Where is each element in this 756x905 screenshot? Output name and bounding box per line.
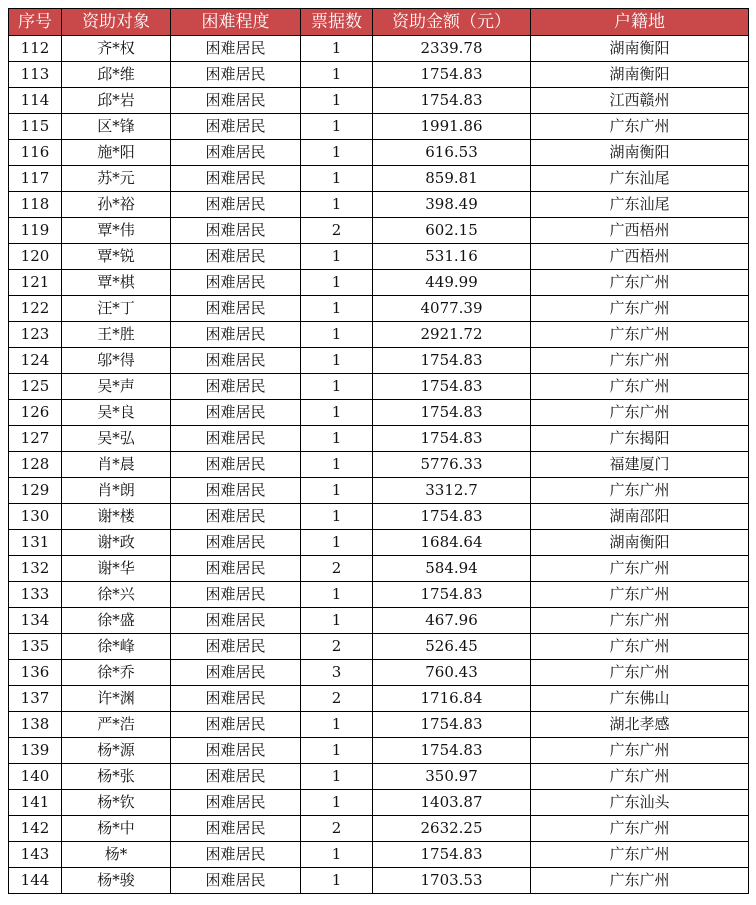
cell-household-registration: 湖南衡阳 bbox=[531, 36, 749, 62]
cell-receipt-count: 1 bbox=[301, 738, 373, 764]
cell-recipient: 肖*朗 bbox=[62, 478, 171, 504]
table-header-row bbox=[9, 9, 749, 36]
cell-receipt-count: 1 bbox=[301, 478, 373, 504]
table-row bbox=[9, 842, 749, 868]
cell-recipient: 徐*峰 bbox=[62, 634, 171, 660]
cell-aid-amount: 449.99 bbox=[373, 270, 531, 296]
cell-receipt-count: 1 bbox=[301, 452, 373, 478]
cell-difficulty-level: 困难居民 bbox=[171, 764, 301, 790]
cell-aid-amount: 1754.83 bbox=[373, 582, 531, 608]
cell-household-registration: 湖南衡阳 bbox=[531, 530, 749, 556]
cell-receipt-count: 1 bbox=[301, 166, 373, 192]
cell-serial-number: 128 bbox=[9, 452, 62, 478]
cell-receipt-count: 1 bbox=[301, 530, 373, 556]
cell-household-registration: 广东广州 bbox=[531, 634, 749, 660]
cell-aid-amount: 602.15 bbox=[373, 218, 531, 244]
cell-serial-number: 137 bbox=[9, 686, 62, 712]
cell-aid-amount: 1754.83 bbox=[373, 374, 531, 400]
cell-difficulty-level: 困难居民 bbox=[171, 244, 301, 270]
cell-receipt-count: 1 bbox=[301, 608, 373, 634]
cell-aid-amount: 1754.83 bbox=[373, 62, 531, 88]
table-row bbox=[9, 712, 749, 738]
table-row bbox=[9, 764, 749, 790]
cell-recipient: 苏*元 bbox=[62, 166, 171, 192]
table-row bbox=[9, 140, 749, 166]
cell-difficulty-level: 困难居民 bbox=[171, 608, 301, 634]
aid-recipients-table bbox=[8, 8, 749, 894]
cell-difficulty-level: 困难居民 bbox=[171, 816, 301, 842]
cell-household-registration: 广东广州 bbox=[531, 400, 749, 426]
cell-difficulty-level: 困难居民 bbox=[171, 140, 301, 166]
cell-receipt-count: 2 bbox=[301, 218, 373, 244]
cell-difficulty-level: 困难居民 bbox=[171, 634, 301, 660]
cell-aid-amount: 859.81 bbox=[373, 166, 531, 192]
cell-recipient: 谢*楼 bbox=[62, 504, 171, 530]
cell-recipient: 孙*裕 bbox=[62, 192, 171, 218]
cell-aid-amount: 350.97 bbox=[373, 764, 531, 790]
cell-difficulty-level: 困难居民 bbox=[171, 374, 301, 400]
table-row bbox=[9, 582, 749, 608]
cell-serial-number: 113 bbox=[9, 62, 62, 88]
cell-recipient: 区*锋 bbox=[62, 114, 171, 140]
cell-aid-amount: 1754.83 bbox=[373, 504, 531, 530]
header-difficulty-level: 困难程度 bbox=[171, 9, 301, 36]
cell-serial-number: 115 bbox=[9, 114, 62, 140]
cell-aid-amount: 1754.83 bbox=[373, 426, 531, 452]
cell-household-registration: 广东广州 bbox=[531, 842, 749, 868]
cell-difficulty-level: 困难居民 bbox=[171, 114, 301, 140]
cell-household-registration: 广东广州 bbox=[531, 764, 749, 790]
cell-recipient: 吴*良 bbox=[62, 400, 171, 426]
cell-aid-amount: 1403.87 bbox=[373, 790, 531, 816]
header-serial-number: 序号 bbox=[9, 9, 62, 36]
table-row bbox=[9, 868, 749, 894]
cell-receipt-count: 1 bbox=[301, 322, 373, 348]
table-row bbox=[9, 478, 749, 504]
cell-aid-amount: 584.94 bbox=[373, 556, 531, 582]
cell-receipt-count: 1 bbox=[301, 842, 373, 868]
cell-household-registration: 广东广州 bbox=[531, 608, 749, 634]
cell-difficulty-level: 困难居民 bbox=[171, 556, 301, 582]
cell-household-registration: 广西梧州 bbox=[531, 244, 749, 270]
table-row bbox=[9, 504, 749, 530]
cell-aid-amount: 1991.86 bbox=[373, 114, 531, 140]
cell-recipient: 肖*晨 bbox=[62, 452, 171, 478]
cell-difficulty-level: 困难居民 bbox=[171, 686, 301, 712]
cell-serial-number: 134 bbox=[9, 608, 62, 634]
table-row bbox=[9, 634, 749, 660]
cell-recipient: 王*胜 bbox=[62, 322, 171, 348]
cell-difficulty-level: 困难居民 bbox=[171, 842, 301, 868]
cell-difficulty-level: 困难居民 bbox=[171, 426, 301, 452]
cell-difficulty-level: 困难居民 bbox=[171, 62, 301, 88]
cell-receipt-count: 1 bbox=[301, 270, 373, 296]
table-row bbox=[9, 686, 749, 712]
cell-aid-amount: 1754.83 bbox=[373, 712, 531, 738]
cell-difficulty-level: 困难居民 bbox=[171, 530, 301, 556]
cell-aid-amount: 531.16 bbox=[373, 244, 531, 270]
cell-recipient: 严*浩 bbox=[62, 712, 171, 738]
cell-household-registration: 广东广州 bbox=[531, 816, 749, 842]
cell-receipt-count: 2 bbox=[301, 816, 373, 842]
cell-receipt-count: 1 bbox=[301, 764, 373, 790]
cell-receipt-count: 1 bbox=[301, 582, 373, 608]
cell-difficulty-level: 困难居民 bbox=[171, 712, 301, 738]
table-row bbox=[9, 452, 749, 478]
cell-household-registration: 广东广州 bbox=[531, 348, 749, 374]
cell-receipt-count: 1 bbox=[301, 192, 373, 218]
cell-serial-number: 133 bbox=[9, 582, 62, 608]
cell-serial-number: 126 bbox=[9, 400, 62, 426]
cell-serial-number: 114 bbox=[9, 88, 62, 114]
cell-aid-amount: 526.45 bbox=[373, 634, 531, 660]
cell-difficulty-level: 困难居民 bbox=[171, 582, 301, 608]
cell-household-registration: 广东汕头 bbox=[531, 790, 749, 816]
table-row bbox=[9, 192, 749, 218]
table-row bbox=[9, 244, 749, 270]
cell-receipt-count: 1 bbox=[301, 504, 373, 530]
table-row bbox=[9, 348, 749, 374]
cell-serial-number: 140 bbox=[9, 764, 62, 790]
cell-difficulty-level: 困难居民 bbox=[171, 452, 301, 478]
cell-receipt-count: 1 bbox=[301, 88, 373, 114]
header-receipt-count: 票据数 bbox=[301, 9, 373, 36]
table-row bbox=[9, 218, 749, 244]
cell-receipt-count: 1 bbox=[301, 868, 373, 894]
cell-receipt-count: 2 bbox=[301, 556, 373, 582]
cell-receipt-count: 1 bbox=[301, 426, 373, 452]
table-row bbox=[9, 296, 749, 322]
cell-aid-amount: 2921.72 bbox=[373, 322, 531, 348]
cell-difficulty-level: 困难居民 bbox=[171, 348, 301, 374]
cell-aid-amount: 2632.25 bbox=[373, 816, 531, 842]
cell-receipt-count: 1 bbox=[301, 62, 373, 88]
table-row bbox=[9, 660, 749, 686]
cell-serial-number: 116 bbox=[9, 140, 62, 166]
cell-difficulty-level: 困难居民 bbox=[171, 738, 301, 764]
cell-receipt-count: 1 bbox=[301, 374, 373, 400]
cell-recipient: 许*渊 bbox=[62, 686, 171, 712]
cell-household-registration: 广东广州 bbox=[531, 556, 749, 582]
cell-household-registration: 广西梧州 bbox=[531, 218, 749, 244]
cell-serial-number: 135 bbox=[9, 634, 62, 660]
cell-receipt-count: 1 bbox=[301, 712, 373, 738]
cell-aid-amount: 1754.83 bbox=[373, 842, 531, 868]
header-recipient: 资助对象 bbox=[62, 9, 171, 36]
cell-serial-number: 123 bbox=[9, 322, 62, 348]
cell-recipient: 邱*维 bbox=[62, 62, 171, 88]
cell-serial-number: 118 bbox=[9, 192, 62, 218]
cell-recipient: 齐*权 bbox=[62, 36, 171, 62]
cell-household-registration: 湖南衡阳 bbox=[531, 140, 749, 166]
cell-household-registration: 广东广州 bbox=[531, 660, 749, 686]
cell-household-registration: 湖南邵阳 bbox=[531, 504, 749, 530]
cell-aid-amount: 1754.83 bbox=[373, 348, 531, 374]
cell-receipt-count: 1 bbox=[301, 140, 373, 166]
cell-serial-number: 120 bbox=[9, 244, 62, 270]
cell-serial-number: 139 bbox=[9, 738, 62, 764]
cell-aid-amount: 1684.64 bbox=[373, 530, 531, 556]
cell-difficulty-level: 困难居民 bbox=[171, 166, 301, 192]
cell-recipient: 谢*政 bbox=[62, 530, 171, 556]
cell-recipient: 徐*兴 bbox=[62, 582, 171, 608]
cell-recipient: 覃*棋 bbox=[62, 270, 171, 296]
cell-aid-amount: 760.43 bbox=[373, 660, 531, 686]
table-row bbox=[9, 400, 749, 426]
cell-recipient: 吴*弘 bbox=[62, 426, 171, 452]
cell-household-registration: 广东佛山 bbox=[531, 686, 749, 712]
cell-difficulty-level: 困难居民 bbox=[171, 88, 301, 114]
cell-serial-number: 141 bbox=[9, 790, 62, 816]
cell-receipt-count: 1 bbox=[301, 348, 373, 374]
table-row bbox=[9, 36, 749, 62]
cell-aid-amount: 2339.78 bbox=[373, 36, 531, 62]
table-body bbox=[9, 36, 749, 894]
cell-serial-number: 125 bbox=[9, 374, 62, 400]
cell-serial-number: 112 bbox=[9, 36, 62, 62]
cell-serial-number: 122 bbox=[9, 296, 62, 322]
cell-serial-number: 131 bbox=[9, 530, 62, 556]
cell-aid-amount: 616.53 bbox=[373, 140, 531, 166]
cell-household-registration: 广东广州 bbox=[531, 322, 749, 348]
cell-receipt-count: 1 bbox=[301, 790, 373, 816]
cell-difficulty-level: 困难居民 bbox=[171, 192, 301, 218]
cell-recipient: 徐*乔 bbox=[62, 660, 171, 686]
table-row bbox=[9, 270, 749, 296]
cell-receipt-count: 1 bbox=[301, 400, 373, 426]
cell-aid-amount: 398.49 bbox=[373, 192, 531, 218]
header-household-registration: 户籍地 bbox=[531, 9, 749, 36]
cell-household-registration: 广东广州 bbox=[531, 582, 749, 608]
cell-receipt-count: 1 bbox=[301, 296, 373, 322]
table-row bbox=[9, 62, 749, 88]
cell-aid-amount: 1716.84 bbox=[373, 686, 531, 712]
cell-recipient: 吴*声 bbox=[62, 374, 171, 400]
cell-serial-number: 119 bbox=[9, 218, 62, 244]
cell-aid-amount: 4077.39 bbox=[373, 296, 531, 322]
cell-aid-amount: 3312.7 bbox=[373, 478, 531, 504]
cell-household-registration: 广东广州 bbox=[531, 868, 749, 894]
cell-household-registration: 福建厦门 bbox=[531, 452, 749, 478]
cell-receipt-count: 1 bbox=[301, 244, 373, 270]
cell-aid-amount: 1754.83 bbox=[373, 738, 531, 764]
cell-difficulty-level: 困难居民 bbox=[171, 504, 301, 530]
cell-recipient: 杨* bbox=[62, 842, 171, 868]
cell-difficulty-level: 困难居民 bbox=[171, 868, 301, 894]
cell-difficulty-level: 困难居民 bbox=[171, 270, 301, 296]
cell-household-registration: 广东汕尾 bbox=[531, 192, 749, 218]
cell-household-registration: 广东广州 bbox=[531, 296, 749, 322]
table-row bbox=[9, 374, 749, 400]
table-row bbox=[9, 88, 749, 114]
cell-serial-number: 138 bbox=[9, 712, 62, 738]
cell-receipt-count: 1 bbox=[301, 36, 373, 62]
cell-household-registration: 江西赣州 bbox=[531, 88, 749, 114]
cell-recipient: 杨*源 bbox=[62, 738, 171, 764]
cell-household-registration: 湖南衡阳 bbox=[531, 62, 749, 88]
cell-difficulty-level: 困难居民 bbox=[171, 400, 301, 426]
cell-household-registration: 广东汕尾 bbox=[531, 166, 749, 192]
cell-serial-number: 121 bbox=[9, 270, 62, 296]
cell-aid-amount: 1754.83 bbox=[373, 88, 531, 114]
cell-receipt-count: 1 bbox=[301, 114, 373, 140]
cell-recipient: 邱*岩 bbox=[62, 88, 171, 114]
cell-serial-number: 142 bbox=[9, 816, 62, 842]
cell-difficulty-level: 困难居民 bbox=[171, 36, 301, 62]
table-row bbox=[9, 556, 749, 582]
cell-serial-number: 144 bbox=[9, 868, 62, 894]
cell-difficulty-level: 困难居民 bbox=[171, 790, 301, 816]
table-row bbox=[9, 738, 749, 764]
cell-household-registration: 广东广州 bbox=[531, 738, 749, 764]
table-row bbox=[9, 608, 749, 634]
cell-recipient: 汪*丁 bbox=[62, 296, 171, 322]
cell-recipient: 覃*锐 bbox=[62, 244, 171, 270]
cell-aid-amount: 1754.83 bbox=[373, 400, 531, 426]
cell-household-registration: 湖北孝感 bbox=[531, 712, 749, 738]
cell-receipt-count: 3 bbox=[301, 660, 373, 686]
cell-recipient: 徐*盛 bbox=[62, 608, 171, 634]
cell-aid-amount: 1703.53 bbox=[373, 868, 531, 894]
cell-serial-number: 132 bbox=[9, 556, 62, 582]
cell-household-registration: 广东广州 bbox=[531, 478, 749, 504]
cell-recipient: 谢*华 bbox=[62, 556, 171, 582]
cell-household-registration: 广东广州 bbox=[531, 270, 749, 296]
table-row bbox=[9, 322, 749, 348]
cell-serial-number: 129 bbox=[9, 478, 62, 504]
table-row bbox=[9, 426, 749, 452]
cell-difficulty-level: 困难居民 bbox=[171, 296, 301, 322]
cell-household-registration: 广东广州 bbox=[531, 114, 749, 140]
cell-serial-number: 127 bbox=[9, 426, 62, 452]
cell-serial-number: 143 bbox=[9, 842, 62, 868]
table-row bbox=[9, 166, 749, 192]
cell-difficulty-level: 困难居民 bbox=[171, 478, 301, 504]
cell-recipient: 杨*中 bbox=[62, 816, 171, 842]
header-aid-amount: 资助金额（元） bbox=[373, 9, 531, 36]
table-row bbox=[9, 816, 749, 842]
cell-difficulty-level: 困难居民 bbox=[171, 660, 301, 686]
cell-recipient: 杨*骏 bbox=[62, 868, 171, 894]
cell-aid-amount: 467.96 bbox=[373, 608, 531, 634]
table-row bbox=[9, 114, 749, 140]
cell-serial-number: 136 bbox=[9, 660, 62, 686]
cell-recipient: 杨*钦 bbox=[62, 790, 171, 816]
cell-aid-amount: 5776.33 bbox=[373, 452, 531, 478]
cell-recipient: 覃*伟 bbox=[62, 218, 171, 244]
cell-difficulty-level: 困难居民 bbox=[171, 218, 301, 244]
cell-receipt-count: 2 bbox=[301, 634, 373, 660]
cell-household-registration: 广东广州 bbox=[531, 374, 749, 400]
cell-serial-number: 124 bbox=[9, 348, 62, 374]
cell-receipt-count: 2 bbox=[301, 686, 373, 712]
table-row bbox=[9, 790, 749, 816]
cell-household-registration: 广东揭阳 bbox=[531, 426, 749, 452]
cell-serial-number: 130 bbox=[9, 504, 62, 530]
cell-recipient: 杨*张 bbox=[62, 764, 171, 790]
table-row bbox=[9, 530, 749, 556]
cell-recipient: 邬*得 bbox=[62, 348, 171, 374]
cell-recipient: 施*阳 bbox=[62, 140, 171, 166]
cell-difficulty-level: 困难居民 bbox=[171, 322, 301, 348]
cell-serial-number: 117 bbox=[9, 166, 62, 192]
